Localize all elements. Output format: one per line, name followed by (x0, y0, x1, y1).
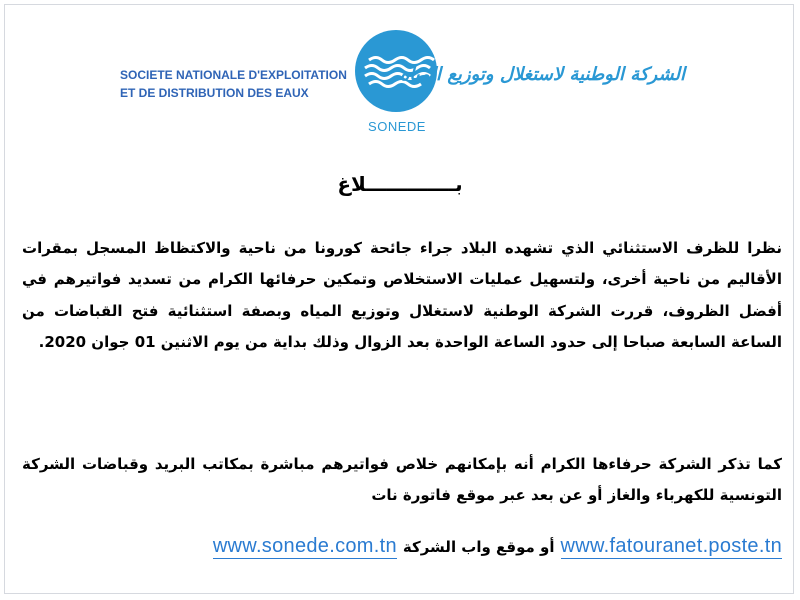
links-line (22, 535, 782, 559)
company-name-french-line1: SOCIETE NATIONALE D'EXPLOITATION (120, 68, 347, 82)
announcement-paragraph-2: كما تذكر الشركة حرفاءها الكرام أنه بإمكانهم خلاص فواتيرهم مباشرة بمكاتب البريد وقباضات الشركة التونسية للكهرباء والغاز أو عن بعد عبر موقع فاتورة نات (22, 455, 782, 505)
page-title: بـــــــــــــلاغ (337, 172, 463, 196)
announcement-paragraph-1: نظرا للظرف الاستثنائي الذي تشهده البلاد جراء جائحة كورونا من ناحية والاكتظاظ المسجل بمقرات الأقاليم من ناحية أخرى، ولتسهيل عمليات الاستخلاص وتمكين حرفائها الكرام من تسديد فواتيرهم في أفضل الظروف، قررت الشركة الوطنية لاستغلال وتوزيع المياه وبصفة استثنائية فتح القباضات من الساعة السابعة صباحا إلى حدود الساعة الواحدة بعد الزوال وذلك بداية من يوم الاثنين 01 جوان 2020. (22, 239, 782, 351)
company-name-french (120, 66, 347, 102)
logo-wordmark: SONEDE (368, 119, 426, 134)
company-name-french-line2: ET DE DISTRIBUTION DES EAUX (120, 86, 309, 100)
company-name-arabic: الشركة الوطنية لاستغلال وتوزيع المياه (399, 64, 685, 85)
fatouranet-link[interactable]: www.fatouranet.poste.tn (560, 535, 782, 557)
links-connector-text: أو موقع واب الشركة (402, 538, 555, 556)
sonede-website-link[interactable]: www.sonede.com.tn (212, 535, 397, 557)
